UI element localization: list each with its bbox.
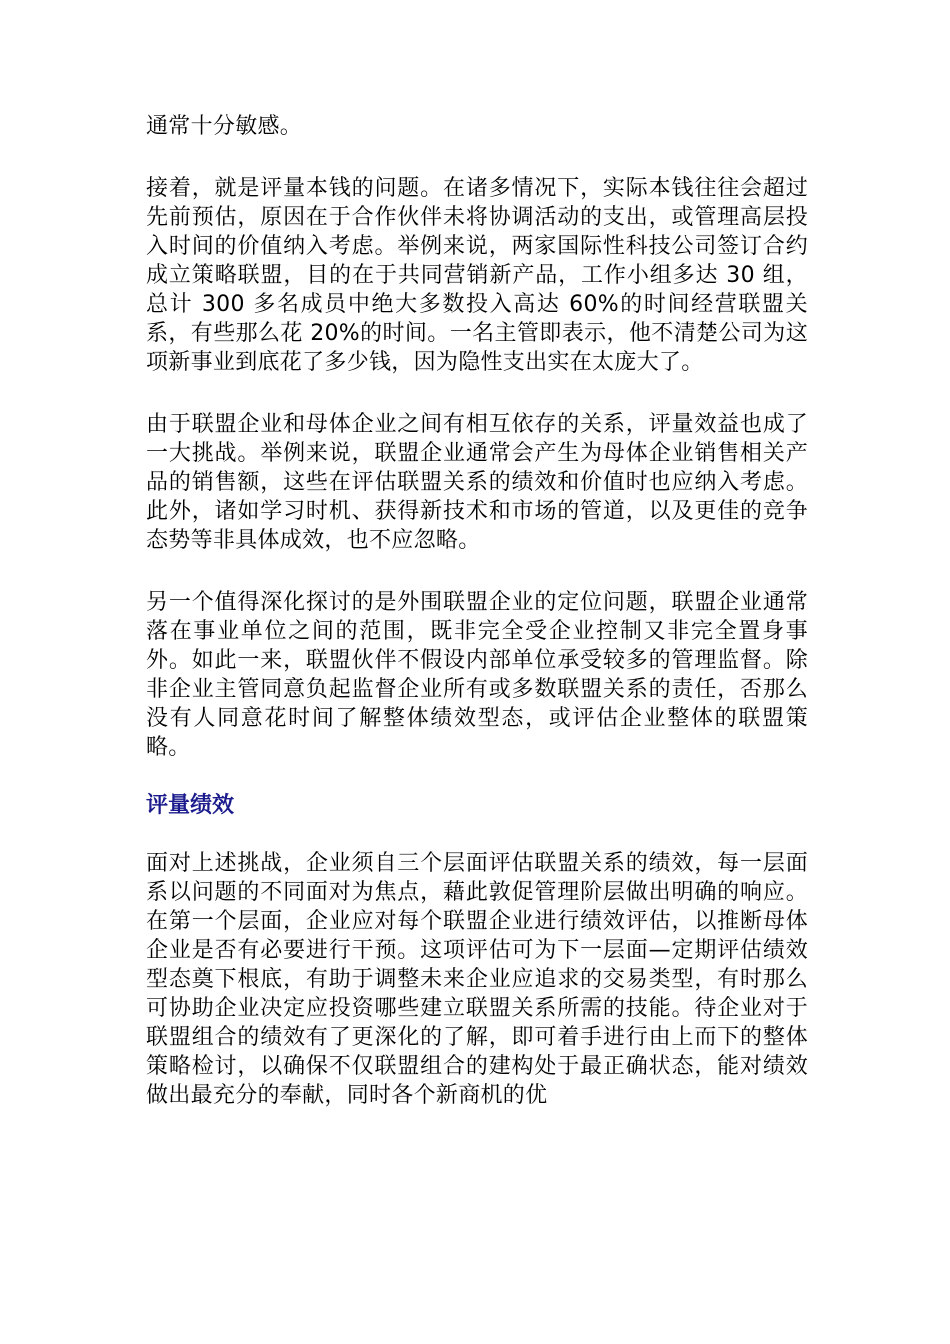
document-page — [146, 112, 808, 1110]
paragraph-1: 通常十分敏感。 — [146, 114, 303, 139]
paragraph-4: 另一个值得深化探讨的是外围联盟企业的定位问题，联盟企业通常落在事业单位之间的范围，既非完全受企业控制又非完全置身事外。如此一来，联盟伙伴不假设内部单位承受较多的管理监督。除非企业主管同意负起监督企业所有或多数联盟关系的责任，否那么没有人同意花时间了解整体绩效型态，或评估企业整体的联盟策略。 — [146, 590, 808, 760]
paragraph-3: 由于联盟企业和母体企业之间有相互依存的关系，评量效益也成了一大挑战。举例来说，联盟企业通常会产生为母体企业销售相关产品的销售额，这些在评估联盟关系的绩效和价值时也应纳入考虑。此外，诸如学习时机、获得新技术和市场的管道，以及更佳的竞争态势等非具体成效，也不应忽略。 — [146, 412, 808, 553]
paragraph-2: 接着，就是评量本钱的问题。在诸多情况下，实际本钱往往会超过先前预估，原因在于合作伙伴未将协调活动的支出，或管理高层投入时间的价值纳入考虑。举例来说，两家国际性科技公司签订合约成立策略联盟，目的在于共同营销新产品，工作小组多达 30 组，总计 300 多名成员中绝大多数投入高达 60%的时间经营联盟关系，有些那么花 20%的时间。一名主管即表示，他不清楚公司为这项新事业到底花了多少钱，因为隐性支出实在太庞大了。 — [146, 176, 808, 375]
section-paragraph: 面对上述挑战，企业须自三个层面评估联盟关系的绩效，每一层面系以问题的不同面对为焦点，藉此敦促管理阶层做出明确的响应。在第一个层面，企业应对每个联盟企业进行绩效评估，以推断母体企业是否有必要进行干预。这项评估可为下一层面—定期评估绩效型态奠下根底，有助于调整未来企业应追求的交易类型，有时那么可协助企业决定应投资哪些建立联盟关系所需的技能。待企业对于联盟组合的绩效有了更深化的了解，即可着手进行由上而下的整体策略检讨，以确保不仅联盟组合的建构处于最正确状态，能对绩效做出最充分的奉献，同时各个新商机的优 — [146, 851, 808, 1108]
section-heading: 评量绩效 — [146, 793, 235, 818]
